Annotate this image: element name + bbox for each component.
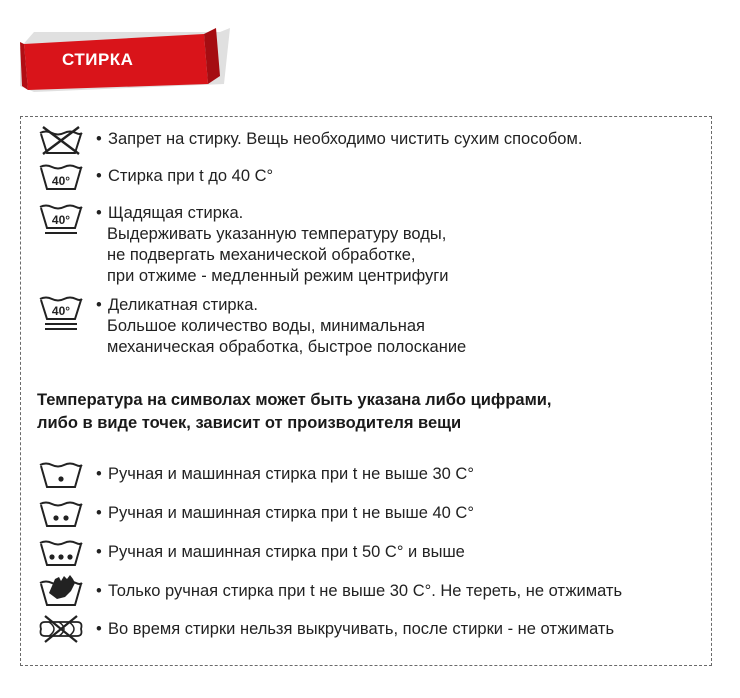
svg-text:40°: 40° [51, 304, 71, 318]
wash-two-dots-icon [37, 498, 85, 528]
item-text: • Только ручная стирка при t не выше 30 С°. Не тереть, не отжимать [96, 582, 623, 600]
no-wring-icon [37, 614, 85, 644]
item-text: • Ручная и машинная стирка при t 50 С° и выше [96, 543, 465, 561]
item-text: • Щадящая стирка. Выдерживать указанную температуру воды, не подвергать механической обработке, при отжиме - медленный режим центрифуги [96, 204, 449, 285]
item-text: • Стирка при t до 40 С° [96, 167, 274, 185]
item-text: • Запрет на стирку. Вещь необходимо чистить сухим способом. [96, 130, 583, 148]
item-text: • Ручная и машинная стирка при t не выше 30 С° [96, 465, 474, 483]
washing-symbols-panel [20, 116, 712, 666]
temperature-note: Температура на символах может быть указана либо цифрами, либо в виде точек, зависит от производителя вещи [37, 391, 552, 432]
hand-wash-icon [37, 573, 85, 607]
svg-text:40°: 40° [51, 213, 71, 227]
item-text: • Деликатная стирка. Большое количество воды, минимальная механическая обработка, быстрое полоскание [96, 296, 467, 356]
wash-three-dots-icon [37, 537, 85, 567]
wash-one-dot-icon [37, 459, 85, 489]
ribbon-title: СТИРКА [62, 50, 134, 69]
wash-40-icon [37, 161, 85, 191]
item-text: • Во время стирки нельзя выкручивать, после стирки - не отжимать [96, 620, 615, 638]
gentle-wash-40-icon [37, 201, 85, 237]
no-wash-icon [37, 125, 85, 155]
svg-text:40°: 40° [51, 174, 71, 188]
delicate-wash-40-icon [37, 293, 85, 333]
item-text: • Ручная и машинная стирка при t не выше 40 С° [96, 504, 474, 522]
